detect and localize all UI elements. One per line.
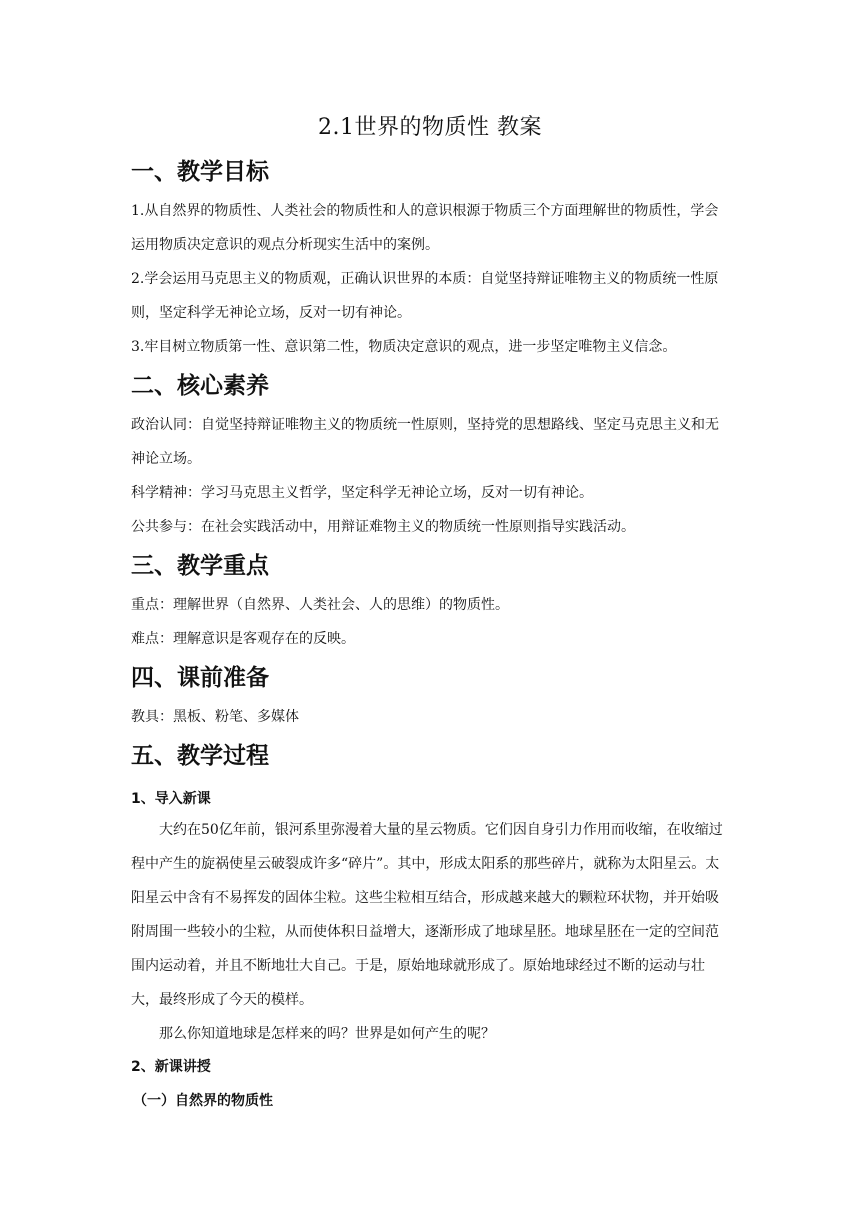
- paragraph: 难点：理解意识是客观存在的反映。: [131, 631, 355, 647]
- subheading-intro: 1、导入新课: [131, 791, 211, 807]
- paragraph: 那么你知道地球是怎样来的吗？世界是如何产生的呢？: [159, 1026, 495, 1042]
- section-heading-preparation: 四、课前准备: [131, 665, 269, 691]
- section-heading-core-literacy: 二、核心素养: [131, 373, 269, 399]
- paragraph: 重点：理解世界（自然界、人类社会、人的思维）的物质性。: [131, 597, 509, 613]
- subheading-nature-materiality: （一）自然界的物质性: [133, 1093, 273, 1109]
- section-heading-key-points: 三、教学重点: [131, 553, 269, 579]
- paragraph: 科学精神：学习马克思主义哲学，坚定科学无神论立场，反对一切有神论。: [131, 485, 593, 501]
- paragraph: 大约在50亿年前，银河系里弥漫着大量的星云物质。它们因自身引力作用而收缩，在收缩过程中产生的旋祸使星云破裂成许多“碎片”。其中，形成太阳系的那些碎片，就称为太阳星云。太阳星云中含有不易挥发的固体尘粒。这些尘粒相互结合，形成越来越大的颗粒环状物，并开始吸附周围一些较小的尘粒，从而使体积日益增大，逐渐形成了地球星胚。地球星胚在一定的空间范围内运动着，并且不断地壮大自己。于是，原始地球就形成了。原始地球经过不断的运动与壮大，最终形成了今天的模样。: [131, 822, 723, 1008]
- paragraph: 政治认同：自觉坚持辩证唯物主义的物质统一性原则，坚持党的思想路线、坚定马克思主义和无神论立场。: [131, 417, 719, 467]
- document-title: 2.1世界的物质性 教案: [318, 115, 542, 140]
- paragraph: 教具：黑板、粉笔、多媒体: [131, 709, 299, 725]
- paragraph: 公共参与：在社会实践活动中，用辩证难物主义的物质统一性原则指导实践活动。: [131, 519, 635, 535]
- paragraph: 3.牢目树立物质第一性、意识第二性，物质决定意识的观点，进一步坚定唯物主义信念。: [131, 339, 677, 355]
- section-heading-process: 五、教学过程: [131, 743, 269, 769]
- section-heading-objectives: 一、教学目标: [131, 159, 269, 185]
- paragraph: 2.学会运用马克思主义的物质观，正确认识世界的本质：自觉坚持辩证唯物主义的物质统一性原则，坚定科学无神论立场，反对一切有神论。: [131, 271, 719, 321]
- paragraph: 1.从自然界的物质性、人类社会的物质性和人的意识根源于物质三个方面理解世的物质性，学会运用物质决定意识的观点分析现实生活中的案例。: [131, 203, 719, 253]
- subheading-new-lesson: 2、新课讲授: [131, 1059, 211, 1075]
